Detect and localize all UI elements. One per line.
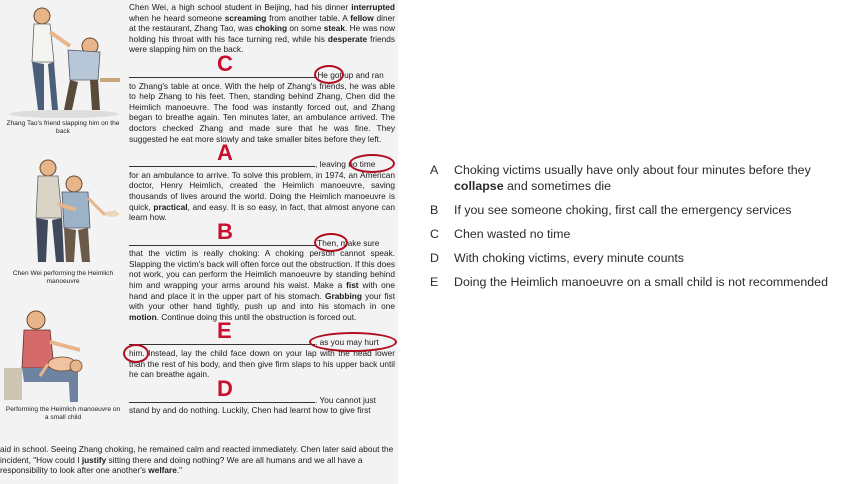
- answer-circle-gap-2: [349, 154, 395, 173]
- paragraph-2: to Zhang's table at once. With the help of Zhang's friends, he was able to help Zhang to his feet. Then, standing behind Zhang, Chen did the Heimlich manoeuvre. The food was instantly forced out, and Zhang began to breathe again. Ten minutes later, an ambulance arrived. The doctors checked Zhang and made sure that he was fine. They suggested he eat more slowly and take smaller bites before they left.: [129, 80, 395, 144]
- gap-4-continuation: , as you may hurt: [315, 337, 379, 348]
- answer-letter-gap-3: B: [217, 218, 233, 244]
- option-a-key: A: [430, 163, 439, 177]
- paragraph-1: Chen Wei, a high school student in Beijing, had his dinner interrupted when he heard someone screaming from another table. A fellow diner at the restaurant, Zhang Tao, was choking on some steak. He was now holding his throat with his face turning red, while his desperate friends were slapping him on the back.: [129, 2, 395, 55]
- option-c: C Chen wasted no time: [430, 227, 571, 241]
- answer-letter-gap-4: E: [217, 318, 232, 344]
- gap-5-continuation: . You cannot just: [315, 394, 376, 405]
- caption-1: Zhang Tao's friend slapping him on the back: [6, 120, 120, 135]
- option-d-key: D: [430, 251, 439, 265]
- gap-5: D . You cannot just stand by and do nothing. Luckily, Chen had learnt how to give first: [129, 375, 376, 416]
- paragraph-5: him. Instead, lay the child face down on your lap with the head lower than the rest of his body, and then give firm slaps to his upper back until he can breathe again.: [129, 348, 395, 380]
- gap-2: A , leaving no time for an ambulance to arrive. To solve this problem, in 1974, an American doctor, Henry Heimlich, created the Heimlich manoeuvre, saving thousands of lives around the world. Doing the Heimlich manoeuvre is quick, practical, and easy. It is so easy, in fact, that almost anyone can learn how.: [129, 140, 395, 223]
- gap-2-continuation: , leaving no time: [315, 159, 376, 170]
- heimlich-adult-drawing: [4, 152, 122, 270]
- option-b-key: B: [430, 203, 439, 217]
- answer-options-list: [430, 162, 850, 298]
- article-text: [129, 2, 395, 416]
- answer-letter-gap-5: D: [217, 375, 233, 401]
- textbook-page-scan: [0, 0, 398, 484]
- caption-3: Performing the Heimlich manoeuvre on a small child: [5, 406, 121, 421]
- back-slap-drawing: [4, 2, 122, 120]
- caption-2: Chen Wei performing the Heimlich manoeuvre: [12, 270, 114, 285]
- gap-3-continuation: Then, make sure: [317, 237, 380, 248]
- option-e-key: E: [430, 275, 439, 289]
- gap-3: B Then, make sure that the victim is really choking: A choking person cannot speak. Slapping the victim's back will often force out the obstruction. If this does not work, you can perform the Heimlich manoeuvre by standing behind him and wrapping your arms around his waist. Make a fist with one hand and place it in the upper part of his stomach. Grabbing your fist with your other hand tightly, push up and into his stomach in one motion. Continue doing this until the obstruction is forced out.: [129, 218, 396, 322]
- gap-4: [129, 318, 395, 380]
- option-a: A Choking victims usually have only about four minutes before they collapse and sometimes die: [430, 163, 811, 193]
- option-e: E Doing the Heimlich manoeuvre on a small child is not recommended: [430, 275, 828, 289]
- option-d: D With choking victims, every minute counts: [430, 251, 684, 265]
- option-b: B If you see someone choking, first call the emergency services: [430, 203, 792, 217]
- gap-1-continuation: He got up and ran: [317, 69, 384, 80]
- answer-circle-gap-3: [314, 233, 348, 252]
- option-c-key: C: [430, 227, 439, 241]
- illustration-heimlich-child: [4, 302, 122, 422]
- heimlich-child-drawing: [4, 302, 122, 406]
- answer-letter-gap-1: C: [217, 50, 233, 76]
- illustration-heimlich-adult: [4, 152, 122, 286]
- answer-letter-gap-2: A: [217, 140, 233, 166]
- gap-1: [129, 50, 395, 144]
- paragraph-6: aid in school. Seeing Zhang choking, he remained calm and reacted immediately. Chen later said about the incident, "How could I justify sitting there and doing nothing? We are all humans and we all have a responsibility to look after one another's welfare.": [0, 444, 394, 476]
- illustration-back-slap: [4, 2, 122, 136]
- answer-circle-gap-1: [314, 65, 344, 84]
